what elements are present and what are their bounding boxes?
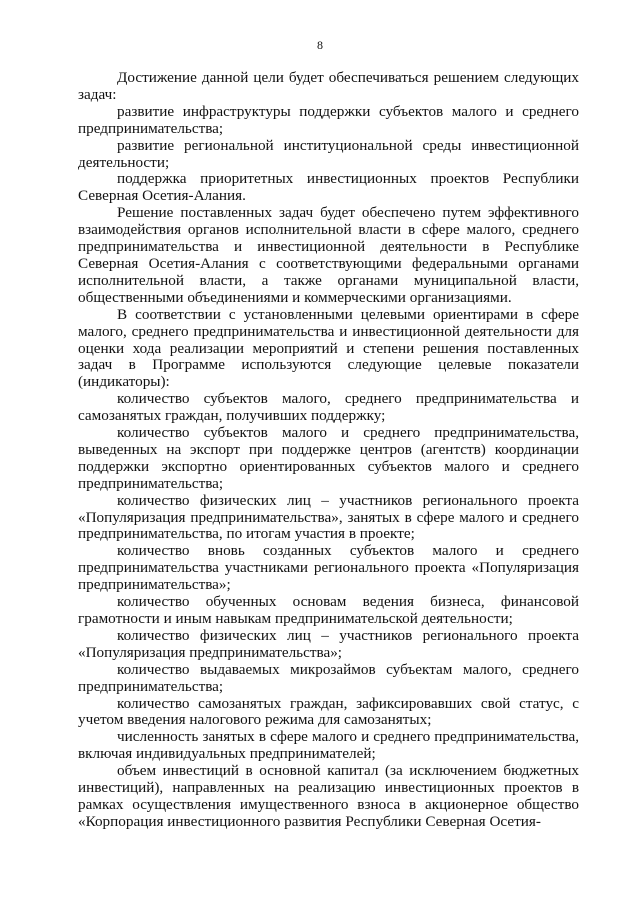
paragraph: количество физических лиц – участников регионального проекта «Популяризация предпринимательства»; (78, 626, 579, 661)
paragraph: количество обученных основам ведения бизнеса, финансовой грамотности и иным навыкам предпринимательской деятельности; (78, 593, 579, 627)
paragraph: Решение поставленных задач будет обеспечено путем эффективного взаимодействия органов исполнительной власти в сфере малого, среднего предпринимательства и инвестиционной деятельности в Республике Северная Осетия-Алания с соответствующими федеральными органами исполнительной власти, а также органами муниципальной власти, общественными объединениями и коммерческими организациями. (78, 204, 579, 306)
paragraph: Достижение данной цели будет обеспечиваться решением следующих задач: (78, 69, 579, 103)
paragraph: количество субъектов малого и среднего предпринимательства, выведенных на экспорт при поддержке центров (агентств) координации поддержки экспортно ориентированных субъектов малого и среднего предпринимательства; (78, 424, 579, 492)
paragraph: В соответствии с установленными целевыми ориентирами в сфере малого, среднего предпринимательства и инвестиционной деятельности для оценки хода реализации мероприятий и степени решения поставленных задач в Программе используются следующие целевые показатели (индикаторы): (78, 305, 579, 391)
body-text (78, 70, 579, 831)
paragraph: развитие региональной институциональной среды инвестиционной деятельности; (78, 136, 579, 171)
paragraph: количество субъектов малого, среднего предпринимательства и самозанятых граждан, получивших поддержку; (78, 390, 579, 425)
paragraph: объем инвестиций в основной капитал (за исключением бюджетных инвестиций), направленных на реализацию инвестиционных проектов в рамках осуществления имущественного взноса в акционерное общество «Корпорация инвестиционного развития Республики Северная Осетия- (78, 762, 579, 830)
paragraph: количество физических лиц – участников регионального проекта «Популяризация предпринимательства», занятых в сфере малого и среднего предпринимательства, по итогам участия в проекте; (78, 491, 579, 543)
paragraph: развитие инфраструктуры поддержки субъектов малого и среднего предпринимательства; (78, 102, 579, 137)
paragraph: количество выдаваемых микрозаймов субъектам малого, среднего предпринимательства; (78, 660, 579, 695)
page-number: 8 (317, 38, 323, 52)
paragraph: численность занятых в сфере малого и среднего предпринимательства, включая индивидуальных предпринимателей; (78, 728, 579, 763)
paragraph: количество самозанятых граждан, зафиксировавших свой статус, с учетом введения налогового режима для самозанятых; (78, 694, 579, 729)
paragraph: поддержка приоритетных инвестиционных проектов Республики Северная Осетия-Алания. (78, 170, 579, 205)
paragraph: количество вновь созданных субъектов малого и среднего предпринимательства участниками регионального проекта «Популяризация предпринимательства»; (78, 542, 579, 594)
